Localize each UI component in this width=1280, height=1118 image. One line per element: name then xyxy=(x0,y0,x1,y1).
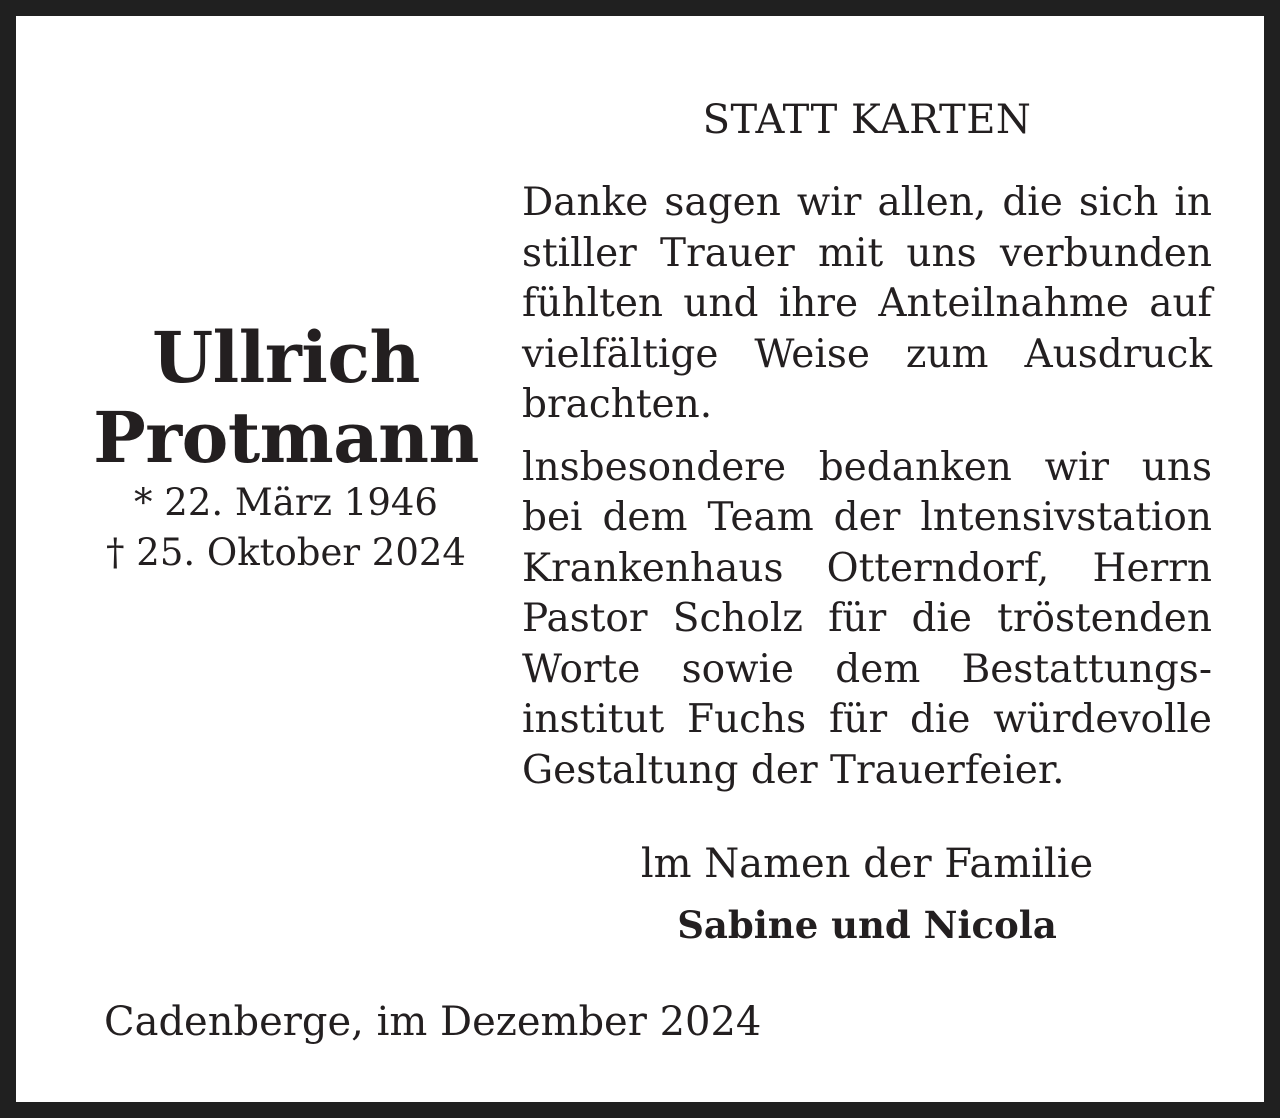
acknowledgement-paragraph: lnsbesondere bedanken wir uns bei dem Team der lntensivstation Krankenhaus Otterndorf, Herrn Pastor Scholz für die tröstenden Worte sowie dem Bestattungsinstitut Fuchs für die würdevolle Gestaltung der Trauerfeier. xyxy=(522,444,1212,793)
birth-date: * 22. März 1946 xyxy=(134,481,438,524)
notice-header: STATT KARTEN xyxy=(702,97,1032,143)
death-date: † 25. Oktober 2024 xyxy=(106,531,466,574)
deceased-last-name: Protmann xyxy=(93,396,479,479)
place-and-date: Cadenberge, im Dezember 2024 xyxy=(104,999,762,1045)
closing-line: lm Namen der Familie xyxy=(640,841,1094,887)
signatory-names: Sabine und Nicola xyxy=(677,903,1057,947)
deceased-block xyxy=(86,318,486,578)
thank-you-paragraph: Danke sagen wir allen, die sich in stiller Trauer mit uns verbunden fühlten und ihre Anteilnahme auf vielfältige Weise zum Ausdruck brachten. xyxy=(522,180,1212,427)
deceased-first-name: Ullrich xyxy=(152,316,420,399)
signature-block xyxy=(522,838,1212,950)
thank-you-text xyxy=(522,178,1212,796)
